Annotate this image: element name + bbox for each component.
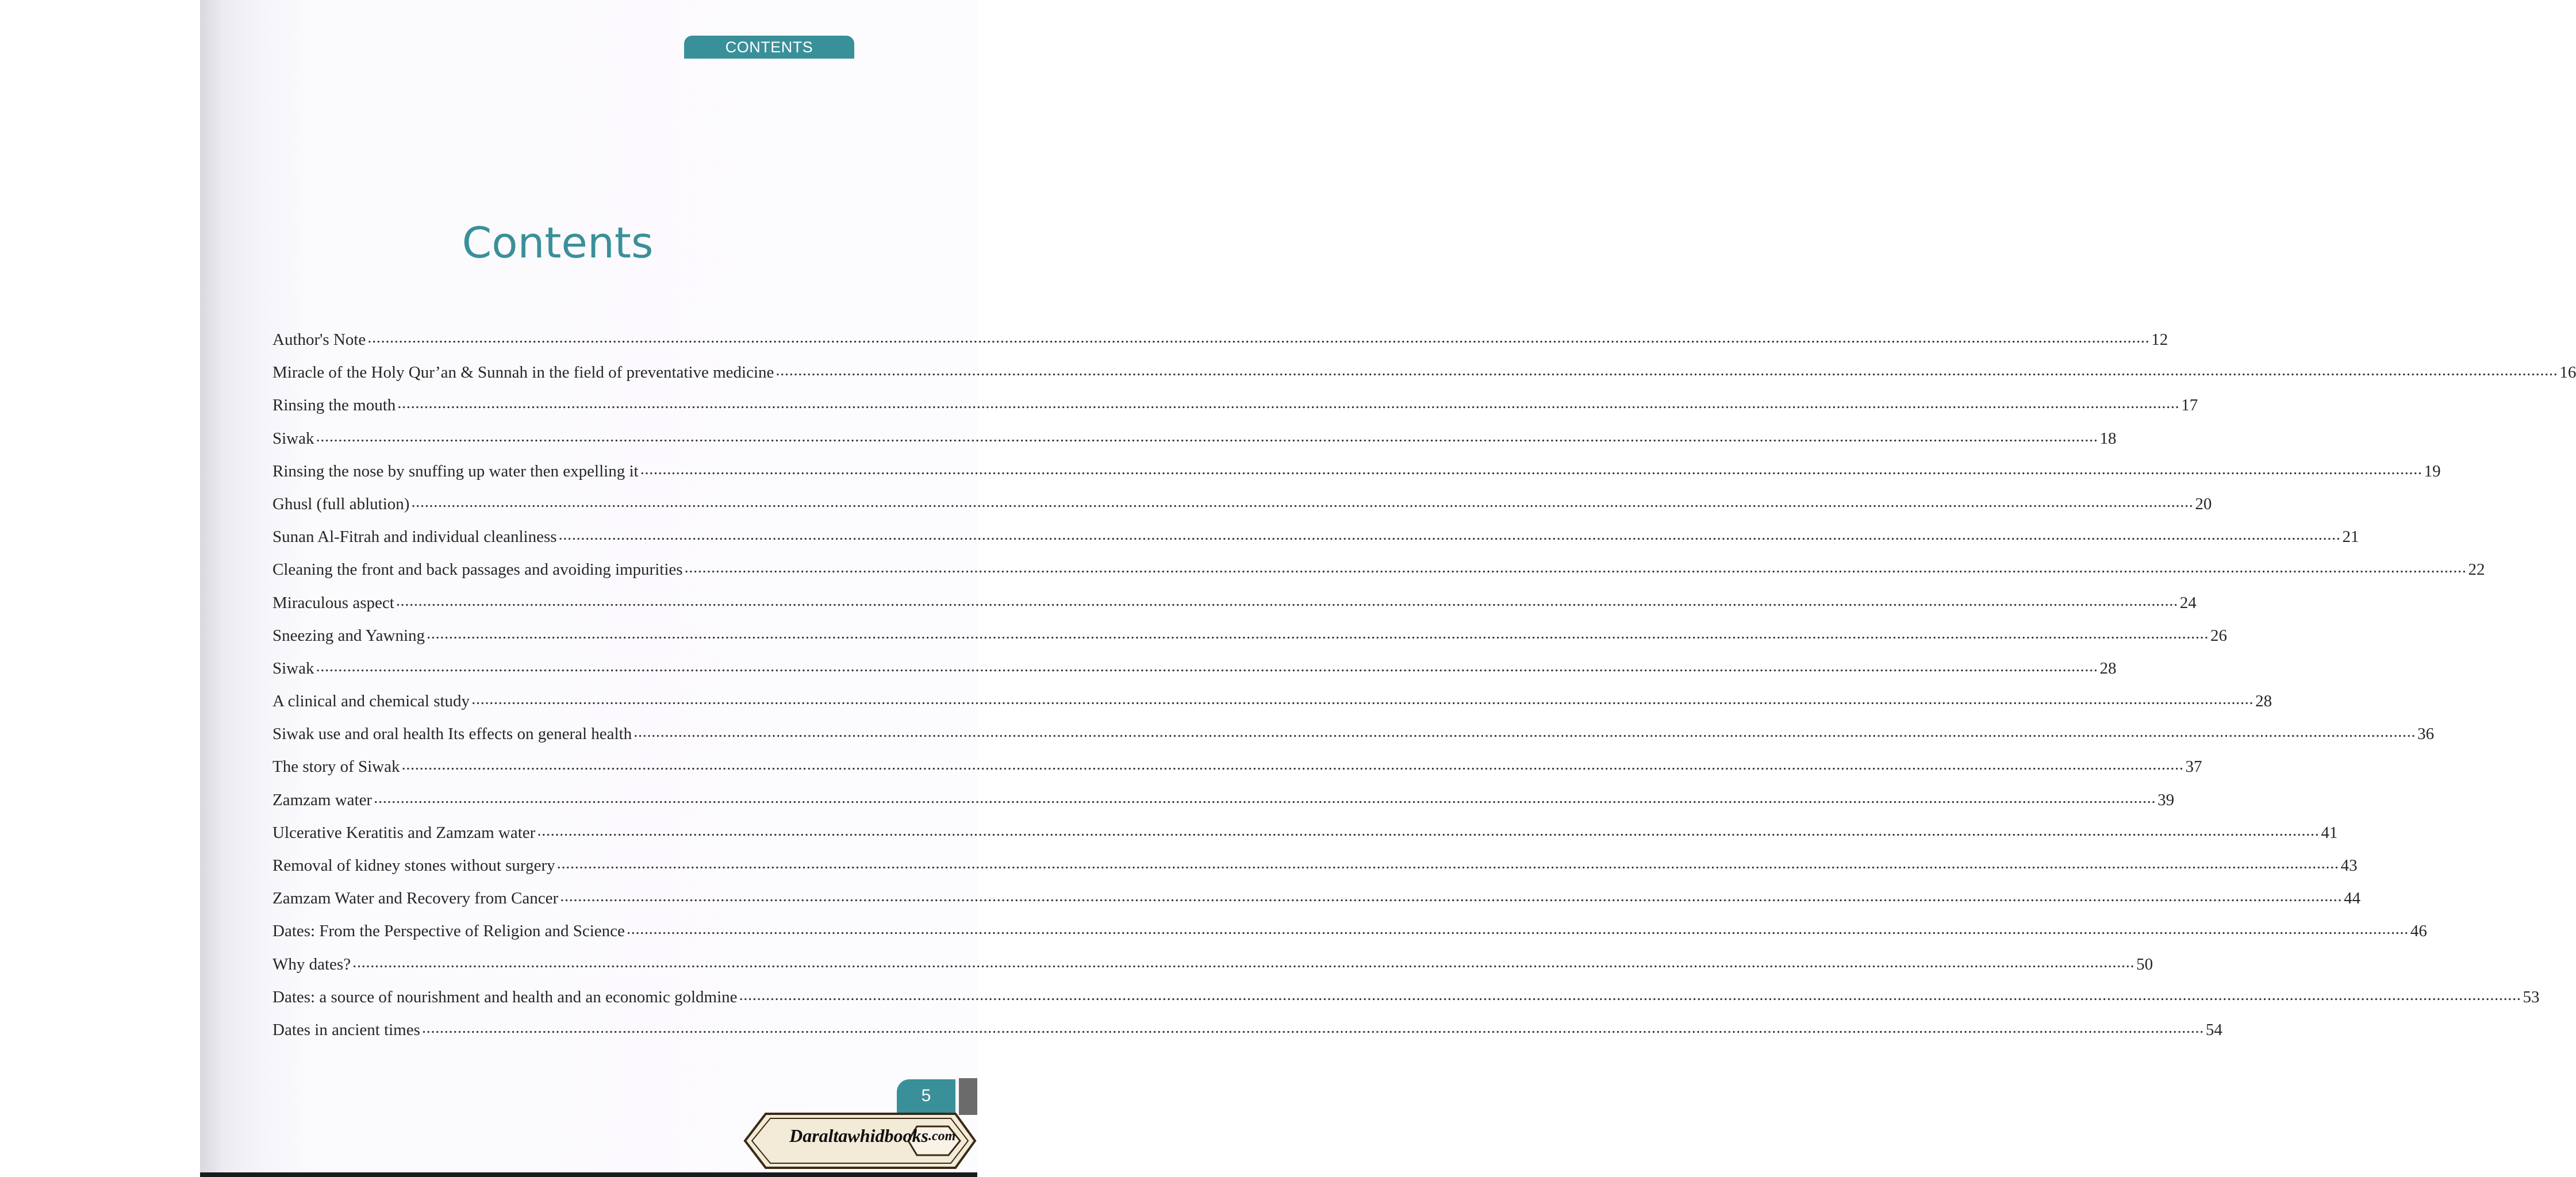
toc-entry-label: Siwak use and oral health Its effects on general health [272, 725, 632, 744]
toc-entry [272, 591, 2197, 626]
toc-dot-leader: ................................................................................................................................................................................................................................................................................................................................................................................................................ [471, 690, 2254, 709]
toc-entry-page: 37 [2185, 757, 2202, 776]
toc-entry [272, 854, 2358, 889]
toc-dot-leader: ................................................................................................................................................................................................................................................................................................................................................................................................................ [374, 788, 2156, 807]
page-number: 5 [921, 1086, 931, 1105]
toc-dot-leader: ................................................................................................................................................................................................................................................................................................................................................................................................................ [421, 1018, 2204, 1037]
toc-entry-label: Removal of kidney stones without surgery [272, 856, 555, 875]
toc-entry [272, 426, 2117, 462]
toc-entry-label: Siwak [272, 659, 314, 678]
toc-entry-page: 28 [2255, 692, 2272, 711]
toc-entry [272, 722, 2435, 757]
page-bottom-edge [200, 1172, 977, 1177]
toc-entry [272, 1018, 2222, 1053]
toc-entry-label: Sneezing and Yawning [272, 626, 425, 645]
toc-dot-leader: ................................................................................................................................................................................................................................................................................................................................................................................................................ [739, 985, 2521, 1004]
toc-entry-page: 39 [2157, 790, 2175, 809]
toc-entry-label: Dates: From the Perspective of Religion and Science [272, 922, 625, 941]
toc-entry [272, 985, 2540, 1021]
toc-entry-page: 22 [2468, 560, 2485, 579]
toc-entry-page: 19 [2424, 461, 2441, 480]
toc-entry [272, 690, 2272, 725]
toc-entry [272, 361, 2576, 396]
toc-entry-page: 36 [2417, 725, 2435, 744]
toc-dot-leader: ................................................................................................................................................................................................................................................................................................................................................................................................................ [316, 426, 2098, 445]
toc-entry-label: Dates: a source of nourishment and health and an economic goldmine [272, 987, 738, 1006]
toc-entry-label: Why dates? [272, 955, 351, 974]
toc-dot-leader: ................................................................................................................................................................................................................................................................................................................................................................................................................ [401, 755, 2184, 774]
toc-dot-leader: ................................................................................................................................................................................................................................................................................................................................................................................................................ [558, 525, 2341, 544]
watermark-domain: .com [928, 1129, 956, 1144]
toc-dot-leader: ................................................................................................................................................................................................................................................................................................................................................................................................................ [397, 394, 2180, 413]
toc-dot-leader: ................................................................................................................................................................................................................................................................................................................................................................................................................ [367, 328, 2150, 347]
toc-entry-page: 50 [2136, 955, 2153, 974]
toc-entry [272, 788, 2175, 824]
toc-entry [272, 656, 2117, 692]
toc-entry [272, 558, 2485, 593]
header-tab-label: CONTENTS [725, 38, 813, 56]
toc-dot-leader: ................................................................................................................................................................................................................................................................................................................................................................................................................ [427, 624, 2209, 643]
toc-entry-page: 18 [2099, 429, 2117, 448]
toc-entry [272, 821, 2338, 856]
toc-dot-leader: ................................................................................................................................................................................................................................................................................................................................................................................................................ [352, 952, 2135, 971]
toc-entry [272, 624, 2228, 659]
toc-entry-label: Ulcerative Keratitis and Zamzam water [272, 823, 536, 842]
toc-dot-leader: ................................................................................................................................................................................................................................................................................................................................................................................................................ [537, 821, 2320, 840]
toc-entry [272, 492, 2212, 528]
toc-entry [272, 459, 2441, 495]
table-of-contents [272, 328, 2576, 1053]
toc-dot-leader: ................................................................................................................................................................................................................................................................................................................................................................................................................ [684, 558, 2467, 577]
toc-entry-page: 17 [2181, 396, 2198, 415]
toc-dot-leader: ................................................................................................................................................................................................................................................................................................................................................................................................................ [396, 591, 2178, 610]
toc-entry-page: 12 [2151, 330, 2168, 349]
toc-entry-page: 28 [2099, 659, 2117, 678]
toc-entry-label: Sunan Al-Fitrah and individual cleanliness [272, 528, 557, 547]
toc-entry-label: A clinical and chemical study [272, 692, 470, 711]
toc-entry-label: Miracle of the Holy Qur’an & Sunnah in the field of preventative medicine [272, 363, 774, 382]
watermark-logo [742, 1109, 977, 1172]
toc-entry-page: 44 [2344, 889, 2361, 908]
toc-entry-page: 20 [2195, 494, 2212, 513]
toc-dot-leader: ................................................................................................................................................................................................................................................................................................................................................................................................................ [411, 492, 2194, 511]
toc-entry-label: Siwak [272, 429, 314, 448]
page-title: Contents [462, 218, 654, 268]
toc-dot-leader: ................................................................................................................................................................................................................................................................................................................................................................................................................ [316, 656, 2098, 675]
toc-entry-page: 46 [2410, 922, 2427, 941]
toc-entry [272, 525, 2359, 560]
toc-entry-page: 41 [2321, 823, 2338, 842]
toc-entry-label: Miraculous aspect [272, 593, 394, 612]
toc-entry [272, 887, 2361, 922]
toc-entry [272, 394, 2198, 429]
toc-dot-leader: ................................................................................................................................................................................................................................................................................................................................................................................................................ [640, 459, 2423, 478]
toc-entry-page: 16 [2559, 363, 2576, 382]
toc-entry-page: 24 [2179, 593, 2197, 612]
toc-entry-page: 21 [2342, 528, 2359, 547]
toc-entry-label: Rinsing the mouth [272, 396, 396, 415]
toc-entry-label: The story of Siwak [272, 757, 400, 776]
toc-dot-leader: ................................................................................................................................................................................................................................................................................................................................................................................................................ [626, 920, 2409, 938]
toc-entry-label: Ghusl (full ablution) [272, 494, 410, 513]
toc-entry [272, 920, 2427, 955]
toc-entry-page: 26 [2210, 626, 2228, 645]
toc-entry [272, 755, 2202, 790]
toc-dot-leader: ................................................................................................................................................................................................................................................................................................................................................................................................................ [776, 361, 2558, 380]
watermark-name: Daraltawhidbooks [789, 1125, 928, 1146]
toc-entry-label: Zamzam Water and Recovery from Cancer [272, 889, 559, 908]
toc-dot-leader: ................................................................................................................................................................................................................................................................................................................................................................................................................ [560, 887, 2343, 906]
toc-entry-page: 54 [2205, 1020, 2222, 1039]
toc-entry [272, 328, 2168, 363]
toc-entry-page: 43 [2340, 856, 2358, 875]
toc-entry [272, 952, 2153, 988]
toc-dot-leader: ................................................................................................................................................................................................................................................................................................................................................................................................................ [634, 722, 2416, 741]
page-number-tab [897, 1079, 955, 1113]
toc-entry-label: Cleaning the front and back passages and avoiding impurities [272, 560, 683, 579]
toc-entry-label: Rinsing the nose by snuffing up water then expelling it [272, 461, 639, 480]
header-tab [684, 36, 854, 59]
toc-entry-label: Dates in ancient times [272, 1020, 420, 1039]
toc-entry-label: Zamzam water [272, 790, 373, 809]
toc-dot-leader: ................................................................................................................................................................................................................................................................................................................................................................................................................ [556, 854, 2339, 872]
toc-entry-label: Author's Note [272, 330, 366, 349]
toc-entry-page: 53 [2523, 987, 2540, 1006]
